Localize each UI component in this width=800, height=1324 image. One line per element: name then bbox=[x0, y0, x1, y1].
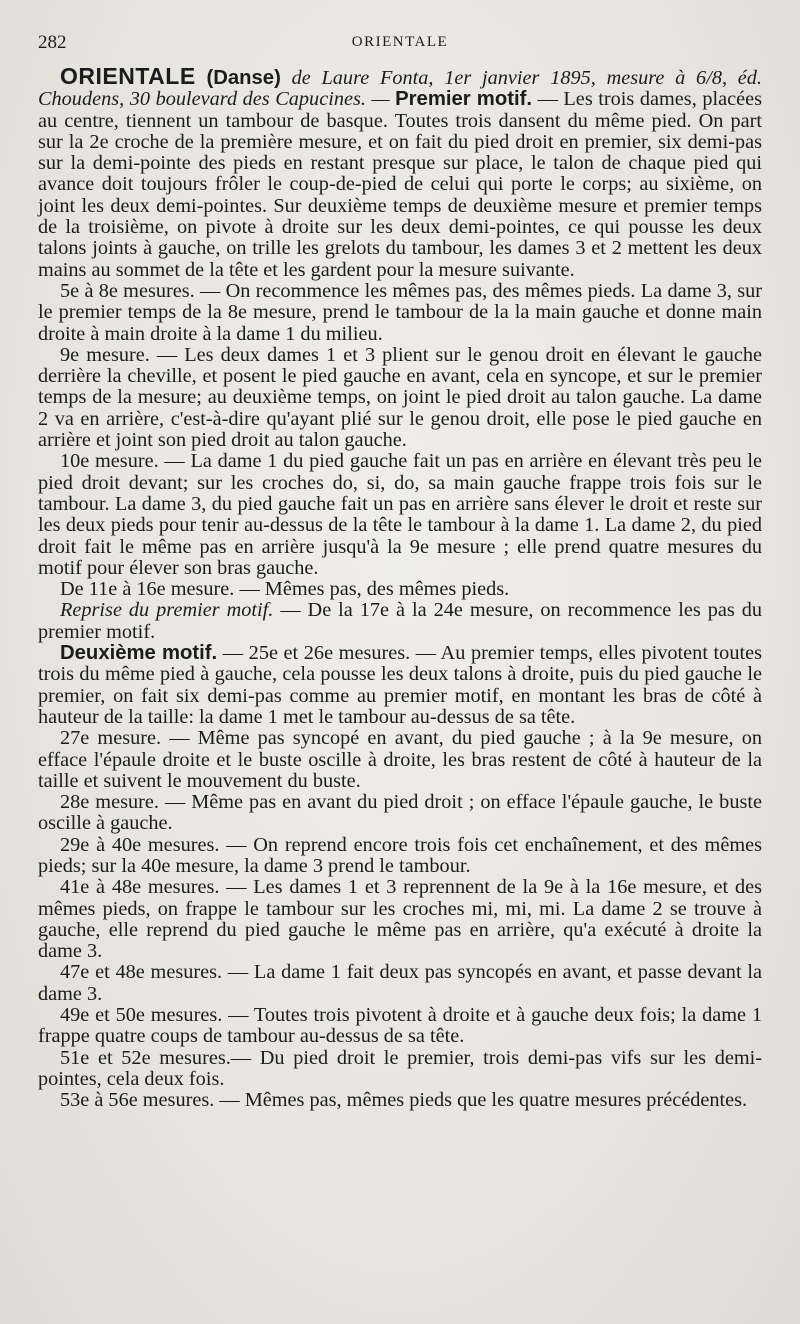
paragraph: 47e et 48e mesures. — La dame 1 fait deux pas syncopés en avant, et passe devant la dame 3. bbox=[38, 961, 762, 1005]
entry-source: de Laure Fonta, 1er janvier 1895, mesure à 6/8, éd. Choudens, 30 boulevard des Capucines. — bbox=[38, 67, 763, 111]
entry-paragraph bbox=[38, 63, 763, 281]
paragraph: 41e à 48e mesures. — Les dames 1 et 3 reprennent de la 9e à la 16e mesure, et des mêmes pieds, on frappe le tambour sur les croches mi, mi, mi. La dame 2 se trouve à gauche, elle reprend du pied gauche le même pas en arrière, qu'a exécuté à droite la dame 3. bbox=[38, 876, 762, 963]
second-motif-label: Deuxième motif. bbox=[60, 642, 218, 665]
paragraph: 29e à 40e mesures. — On reprend encore trois fois cet enchaînement, et des mêmes pieds; sur la 40e mesure, la dame 3 prend le tambour. bbox=[38, 833, 762, 877]
first-motif-label: Premier motif. bbox=[395, 88, 532, 111]
running-title: ORIENTALE bbox=[351, 34, 449, 50]
running-header bbox=[38, 30, 762, 58]
paragraph: De 11e à 16e mesure. — Mêmes pas, des mêmes pieds. bbox=[60, 578, 510, 601]
paragraph: 51e et 52e mesures.— Du pied droit le premier, trois demi-pas vifs sur les demi-pointes, cela deux fois. bbox=[38, 1046, 762, 1090]
reprise-label: Reprise du premier motif. bbox=[60, 599, 274, 622]
paragraph: 53e à 56e mesures. — Mêmes pas, mêmes pieds que les quatre mesures précédentes. bbox=[60, 1089, 748, 1112]
paragraph: 28e mesure. — Même pas en avant du pied droit ; on efface l'épaule gauche, le buste oscille à gauche. bbox=[38, 791, 762, 835]
page-number: 282 bbox=[38, 32, 67, 53]
second-motif-paragraph bbox=[38, 643, 762, 728]
body-text bbox=[38, 63, 763, 1112]
reprise-paragraph bbox=[38, 600, 762, 643]
second-motif-text: — 25e et 26e mesures. — Au premier temps, elles pivotent toutes trois du même pied à gauche, cela pousse les deux talons à droite, puis du pied gauche le premier, on fait six demi-pas comme au premier motif, en montant les bras de côté à hauteur de la taille: la dame 1 met le tambour au-dessus de sa tête. bbox=[38, 642, 762, 728]
paragraph: 27e mesure. — Même pas syncopé en avant, du pied gauche ; à la 9e mesure, on efface l'épaule droite et le buste oscille à droite, les bras restent de côté à hauteur de la taille et suivent le mouvement du buste. bbox=[38, 727, 762, 792]
paragraph: 49e et 50e mesures. — Toutes trois pivotent à droite et à gauche deux fois; la dame 1 frappe quatre coups de tambour au-dessus de sa tête. bbox=[38, 1004, 762, 1048]
paragraph: 9e mesure. — Les deux dames 1 et 3 plient sur le genou droit en élevant le gauche derrière la cheville, et posent le pied gauche en avant, cela en syncope, et sur le premier temps de la mesure; au deuxième temps, on joint le pied droit au talon gauche. La dame 2 va en arrière, c'est-à-dire qu'ayant plié sur le genou droit, elle pose le pied gauche en arrière et joint son pied droit au talon gauche. bbox=[38, 343, 762, 452]
reprise-text: — De la 17e à la 24e mesure, on recommence les pas du premier motif. bbox=[38, 599, 762, 643]
first-motif-text: — Les trois dames, placées au centre, tiennent un tambour de basque. Toutes trois dansent du même pied. On part sur la 2e croche de la première mesure, et on fait du pied droit en premier, six demi-pas sur la demi-pointe des pieds en restant presque sur place, le talon de chaque pied qui avance doit toujours frôler le coup-de-pied de celui qui porte le corps; au sixième, on joint les deux demi-pointes. Sur deuxième temps de deuxième mesure et premier temps de la troisième, on pivote à droite sur les deux demi-pointes, ce qui pousse les deux talons joints à gauche, on trille les grelots du tambour, les dames 3 et 2 mettent les deux mains au sommet de la tête et les gardent pour la mesure suivante. bbox=[38, 88, 763, 281]
headword: ORIENTALE bbox=[60, 63, 196, 89]
paragraph: 10e mesure. — La dame 1 du pied gauche fait un pas en arrière en élevant très peu le pied droit devant; sur les croches do, si, do, sa main gauche frappe trois fois sur le tambour. La dame 3, du pied gauche fait un pas en arrière sans élever le droit et reste sur les deux pieds pour tenir au-dessus de la tête le tambour à la dame 1. La dame 2, du pied droit fait le même pas en arrière jusqu'à la 9e mesure ; elle prend quatre mesures du motif pour élever son bras gauche. bbox=[38, 450, 762, 579]
entry-type: (Danse) bbox=[206, 67, 281, 89]
paragraph: 5e à 8e mesures. — On recommence les mêmes pas, des mêmes pieds. La dame 3, sur le premier temps de la 8e mesure, prend le tambour de la la main gauche et donne main droite à main droite à la dame 1 du milieu. bbox=[38, 279, 762, 345]
